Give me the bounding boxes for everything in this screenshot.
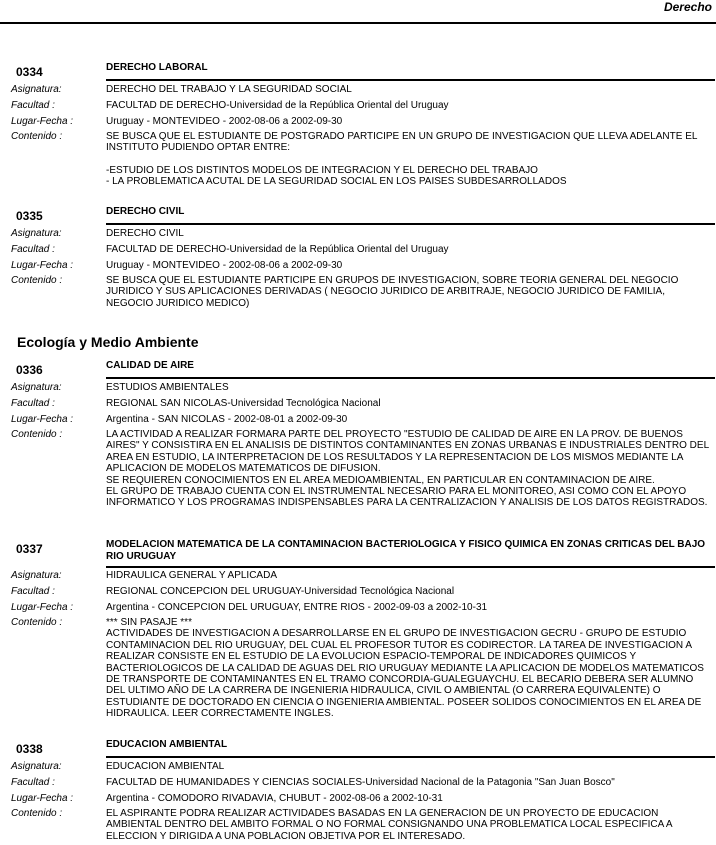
facultad-value: FACULTAD DE HUMANIDADES Y CIENCIAS SOCIALES-Universidad Nacional de la Patagonia "San Juan Bosco" bbox=[106, 777, 615, 788]
entry-title: DERECHO LABORAL bbox=[106, 62, 208, 73]
contenido-value: LA ACTIVIDAD A REALIZAR FORMARA PARTE DEL PROYECTO "ESTUDIO DE CALIDAD DE AIRE EN LA PROV. DE BUENOS AIRES" Y CONSISTIRA EN EL ANALISIS DE DISTINTOS CONTAMINANTES EN ZONAS URBANAS E INDUSTRIALES DENTRO DEL AREA EN ESTUDIO, LA INTERPRETACION DE LOS RESULTADOS Y LA REPRESENTACION DE LOS MISMOS MEDIANTE LA APLICACION DE MODELOS MATEMATICOS DE DIFUSION. SE REQUIEREN CONOCIMIENTOS EN EL AREA MEDIOAMBIENTAL, EN PARTICULAR EN CONTAMINACION DE AIRE. EL GRUPO DE TRABAJO CUENTA CON EL INSTRUMENTAL NECESARIO PARA EL MONITOREO, ASI COMO CON EL APOYO INFORMATICO Y LOS PROGRAMAS INDISPENSABLES PARA LA CENTRALIZACION Y ANALISIS DE LOS DATOS REGISTRADOS. bbox=[106, 429, 709, 509]
entry-rule bbox=[106, 377, 715, 379]
entry-title: CALIDAD DE AIRE bbox=[106, 360, 194, 371]
contenido-value: SE BUSCA QUE EL ESTUDIANTE PARTICIPE EN GRUPOS DE INVESTIGACION, SOBRE TEORIA GENERAL DEL NEGOCIO JURIDICO Y SUS APLICACIONES DERIVADAS ( NEGOCIO JURIDICO DE ARBITRAJE, NEGOCIO JURIDICO DE FAMILIA, NEGOCIO JURIDICO MEDICO) bbox=[106, 275, 679, 309]
asignatura-value: DERECHO CIVIL bbox=[106, 228, 184, 239]
asignatura-value: HIDRAULICA GENERAL Y APLICADA bbox=[106, 570, 277, 581]
contenido-value: EL ASPIRANTE PODRA REALIZAR ACTIVIDADES BASADAS EN LA GENERACION DE UN PROYECTO DE EDUCACION AMBIENTAL DENTRO DEL AMBITO FORMAL O NO FORMAL CONSIGNANDO UNA PROBLEMATICA LOCAL ESPECIFICA A ELECCION Y DIRIGIDA A UNA POBLACION OBJETIVA POR EL INTERESADO. bbox=[106, 808, 673, 842]
facultad-value: FACULTAD DE DERECHO-Universidad de la República Oriental del Uruguay bbox=[106, 244, 449, 255]
entry-rule bbox=[106, 79, 715, 81]
lugar-fecha-value: Uruguay - MONTEVIDEO - 2002-08-06 a 2002-09-30 bbox=[106, 260, 343, 271]
facultad-value: REGIONAL CONCEPCION DEL URUGUAY-Universidad Tecnológica Nacional bbox=[106, 586, 455, 597]
lugar-fecha-value: Uruguay - MONTEVIDEO - 2002-08-06 a 2002-09-30 bbox=[106, 116, 343, 127]
entry-code: 0337 bbox=[16, 542, 43, 556]
asignatura-value: DERECHO DEL TRABAJO Y LA SEGURIDAD SOCIAL bbox=[106, 84, 352, 95]
entry-code: 0334 bbox=[16, 65, 43, 79]
lugar-fecha-value: Argentina - SAN NICOLAS - 2002-08-01 a 2002-09-30 bbox=[106, 414, 348, 425]
entry-title: EDUCACION AMBIENTAL bbox=[106, 739, 228, 750]
contenido-value: *** SIN PASAJE *** ACTIVIDADES DE INVESTIGACION A DESARROLLARSE EN EL GRUPO DE INVESTIGACION GECRU - GRUPO DE ESTUDIO CONTAMINACION DEL RIO URUGUAY, DEL CUAL EL PROFESOR TUTOR ES CODIRECTOR. LA TAREA DE INVESTIGACION A REALIZAR CONSISTE EN EL ESTUDIO DE LA EVOLUCION ESPACIO-TEMPORAL DE INDICADORES QUIMICOS Y BACTERIOLOGICOS DE LA CALIDAD DE AGUAS DEL RIO URUGUAY MEDIANTE LA APLICACION DE MODELOS MATEMATICOS DE TRANSPORTE DE CONTAMINANTES EN EL TRAMO CONCORDIA-GUALEGUAYCHU. EL BECARIO DEBERA SER ALUMNO DEL ULTIMO AÑO DE LA CARRERA DE INGENIERIA HIDRAULICA, CIVIL O AMBIENTAL (O CARRERA EQUIVALENTE) O ESTUDIANTE DE DOCTORADO EN CIENCIA O INGENIERIA AMBIENTAL. POSEER SOLIDOS CONOCIMIENTOS EN EL AREA DE HIDRAULICA. LEER CORRECTAMENTE INGLES. bbox=[106, 617, 704, 720]
lugar-fecha-value: Argentina - COMODORO RIVADAVIA, CHUBUT - 2002-08-06 a 2002-10-31 bbox=[106, 793, 443, 804]
entry-code: 0336 bbox=[16, 363, 43, 377]
entry-title: MODELACION MATEMATICA DE LA CONTAMINACION BACTERIOLOGICA Y FISICO QUIMICA EN ZONAS CRITICAS DEL BAJO RIO URUGUAY bbox=[106, 539, 706, 562]
entry-rule bbox=[106, 566, 715, 568]
category-heading: Ecología y Medio Ambiente bbox=[17, 334, 199, 350]
facultad-value: FACULTAD DE DERECHO-Universidad de la República Oriental del Uruguay bbox=[106, 100, 449, 111]
asignatura-value: ESTUDIOS AMBIENTALES bbox=[106, 382, 229, 393]
section-title: Derecho bbox=[663, 0, 712, 14]
asignatura-value: EDUCACION AMBIENTAL bbox=[106, 761, 225, 772]
entry-code: 0335 bbox=[16, 209, 43, 223]
entry-rule bbox=[106, 223, 715, 225]
contenido-value: SE BUSCA QUE EL ESTUDIANTE DE POSTGRADO PARTICIPE EN UN GRUPO DE INVESTIGACION QUE LLEVA ADELANTE EL INSTITUTO PUDIENDO OPTAR ENTRE: -ESTUDIO DE LOS DISTINTOS MODELOS DE INTEGRACION Y EL DERECHO DEL TRABAJO - LA PROBLEMATICA ACUTAL DE LA SEGURIDAD SOCIAL EN LOS PAISES SUBDESARROLLADOS bbox=[106, 131, 698, 188]
facultad-value: REGIONAL SAN NICOLAS-Universidad Tecnológica Nacional bbox=[106, 398, 381, 409]
page-header bbox=[0, 0, 716, 24]
entry-title: DERECHO CIVIL bbox=[106, 206, 185, 217]
entry-code: 0338 bbox=[16, 742, 43, 756]
entry-rule bbox=[106, 756, 715, 758]
lugar-fecha-value: Argentina - CONCEPCION DEL URUGUAY, ENTRE RIOS - 2002-09-03 a 2002-10-31 bbox=[106, 602, 488, 613]
